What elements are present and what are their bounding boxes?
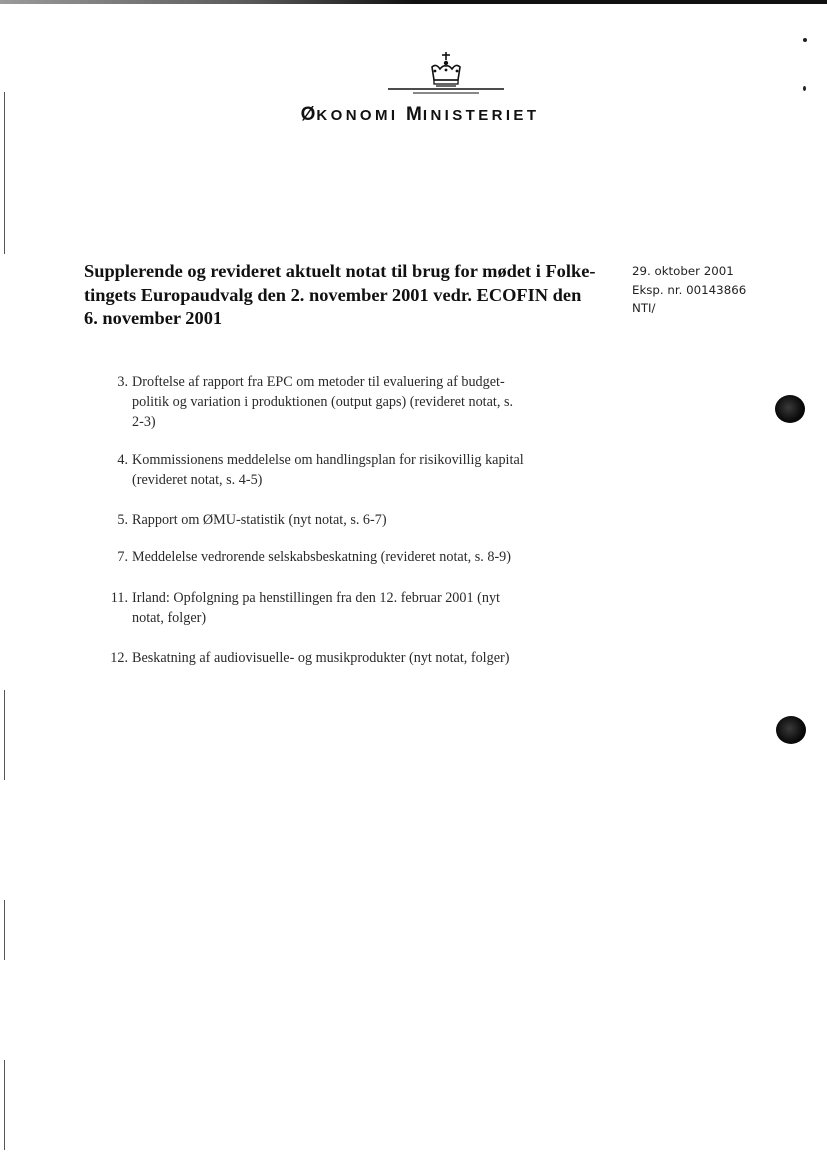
- document-date: 29. oktober 2001: [632, 264, 734, 278]
- scan-speck: [803, 86, 806, 91]
- document-meta: [632, 262, 746, 318]
- agenda-item-number: 4.: [117, 452, 128, 468]
- agenda-item-text: Irland: Opfolgning pa henstillingen fra den 12. februar 2001 (nyt notat, folger): [132, 590, 500, 626]
- scan-top-edge: [0, 0, 827, 4]
- scan-left-edge-mark: [4, 92, 5, 254]
- agenda-item-text: Kommissionens meddelelse om handlingsplan for risikovillig kapital (revideret notat, s. 4-5): [132, 452, 524, 488]
- agenda-item-number: 7.: [117, 549, 128, 565]
- agenda-item-number: 12.: [110, 650, 128, 666]
- punch-hole-icon: [776, 716, 806, 744]
- agenda-item-text: Rapport om ØMU-statistik (nyt notat, s. 6-7): [132, 512, 387, 528]
- title-line: Supplerende og revideret aktuelt notat til brug for mødet i Folke-: [84, 261, 596, 281]
- scan-left-edge-mark: [4, 1060, 5, 1150]
- journal-number: Eksp. nr. 00143866: [632, 282, 747, 297]
- agenda-item-number: 11.: [110, 590, 128, 606]
- ministry-name: ØKONOMI MINISTERIET: [300, 104, 540, 125]
- agenda-item-text: Beskatning af audiovisuelle- og musikprodukter (nyt notat, folger): [132, 650, 510, 666]
- agenda-item-text: Meddelelse vedrorende selskabsbeskatning (revideret notat, s. 8-9): [132, 549, 511, 565]
- document-title: [84, 260, 596, 331]
- scan-left-edge-mark: [4, 900, 5, 960]
- agenda-item-number: 5.: [117, 512, 128, 528]
- scan-left-edge-mark: [4, 690, 5, 780]
- title-line: tingets Europaudvalg den 2. november 2001 vedr. ECOFIN den: [84, 284, 582, 305]
- agenda-item-number: 3.: [117, 374, 128, 390]
- punch-hole-icon: [775, 395, 805, 423]
- title-line: 6. november 2001: [84, 308, 223, 328]
- author-initials: NTI/: [632, 301, 656, 316]
- scan-speck: [803, 38, 807, 42]
- royal-crown-icon: [388, 48, 504, 100]
- agenda-item-text: Droftelse af rapport fra EPC om metoder til evaluering af budget- politik og variation i produktionen (output gaps) (revideret notat, s. 2-3): [132, 374, 514, 430]
